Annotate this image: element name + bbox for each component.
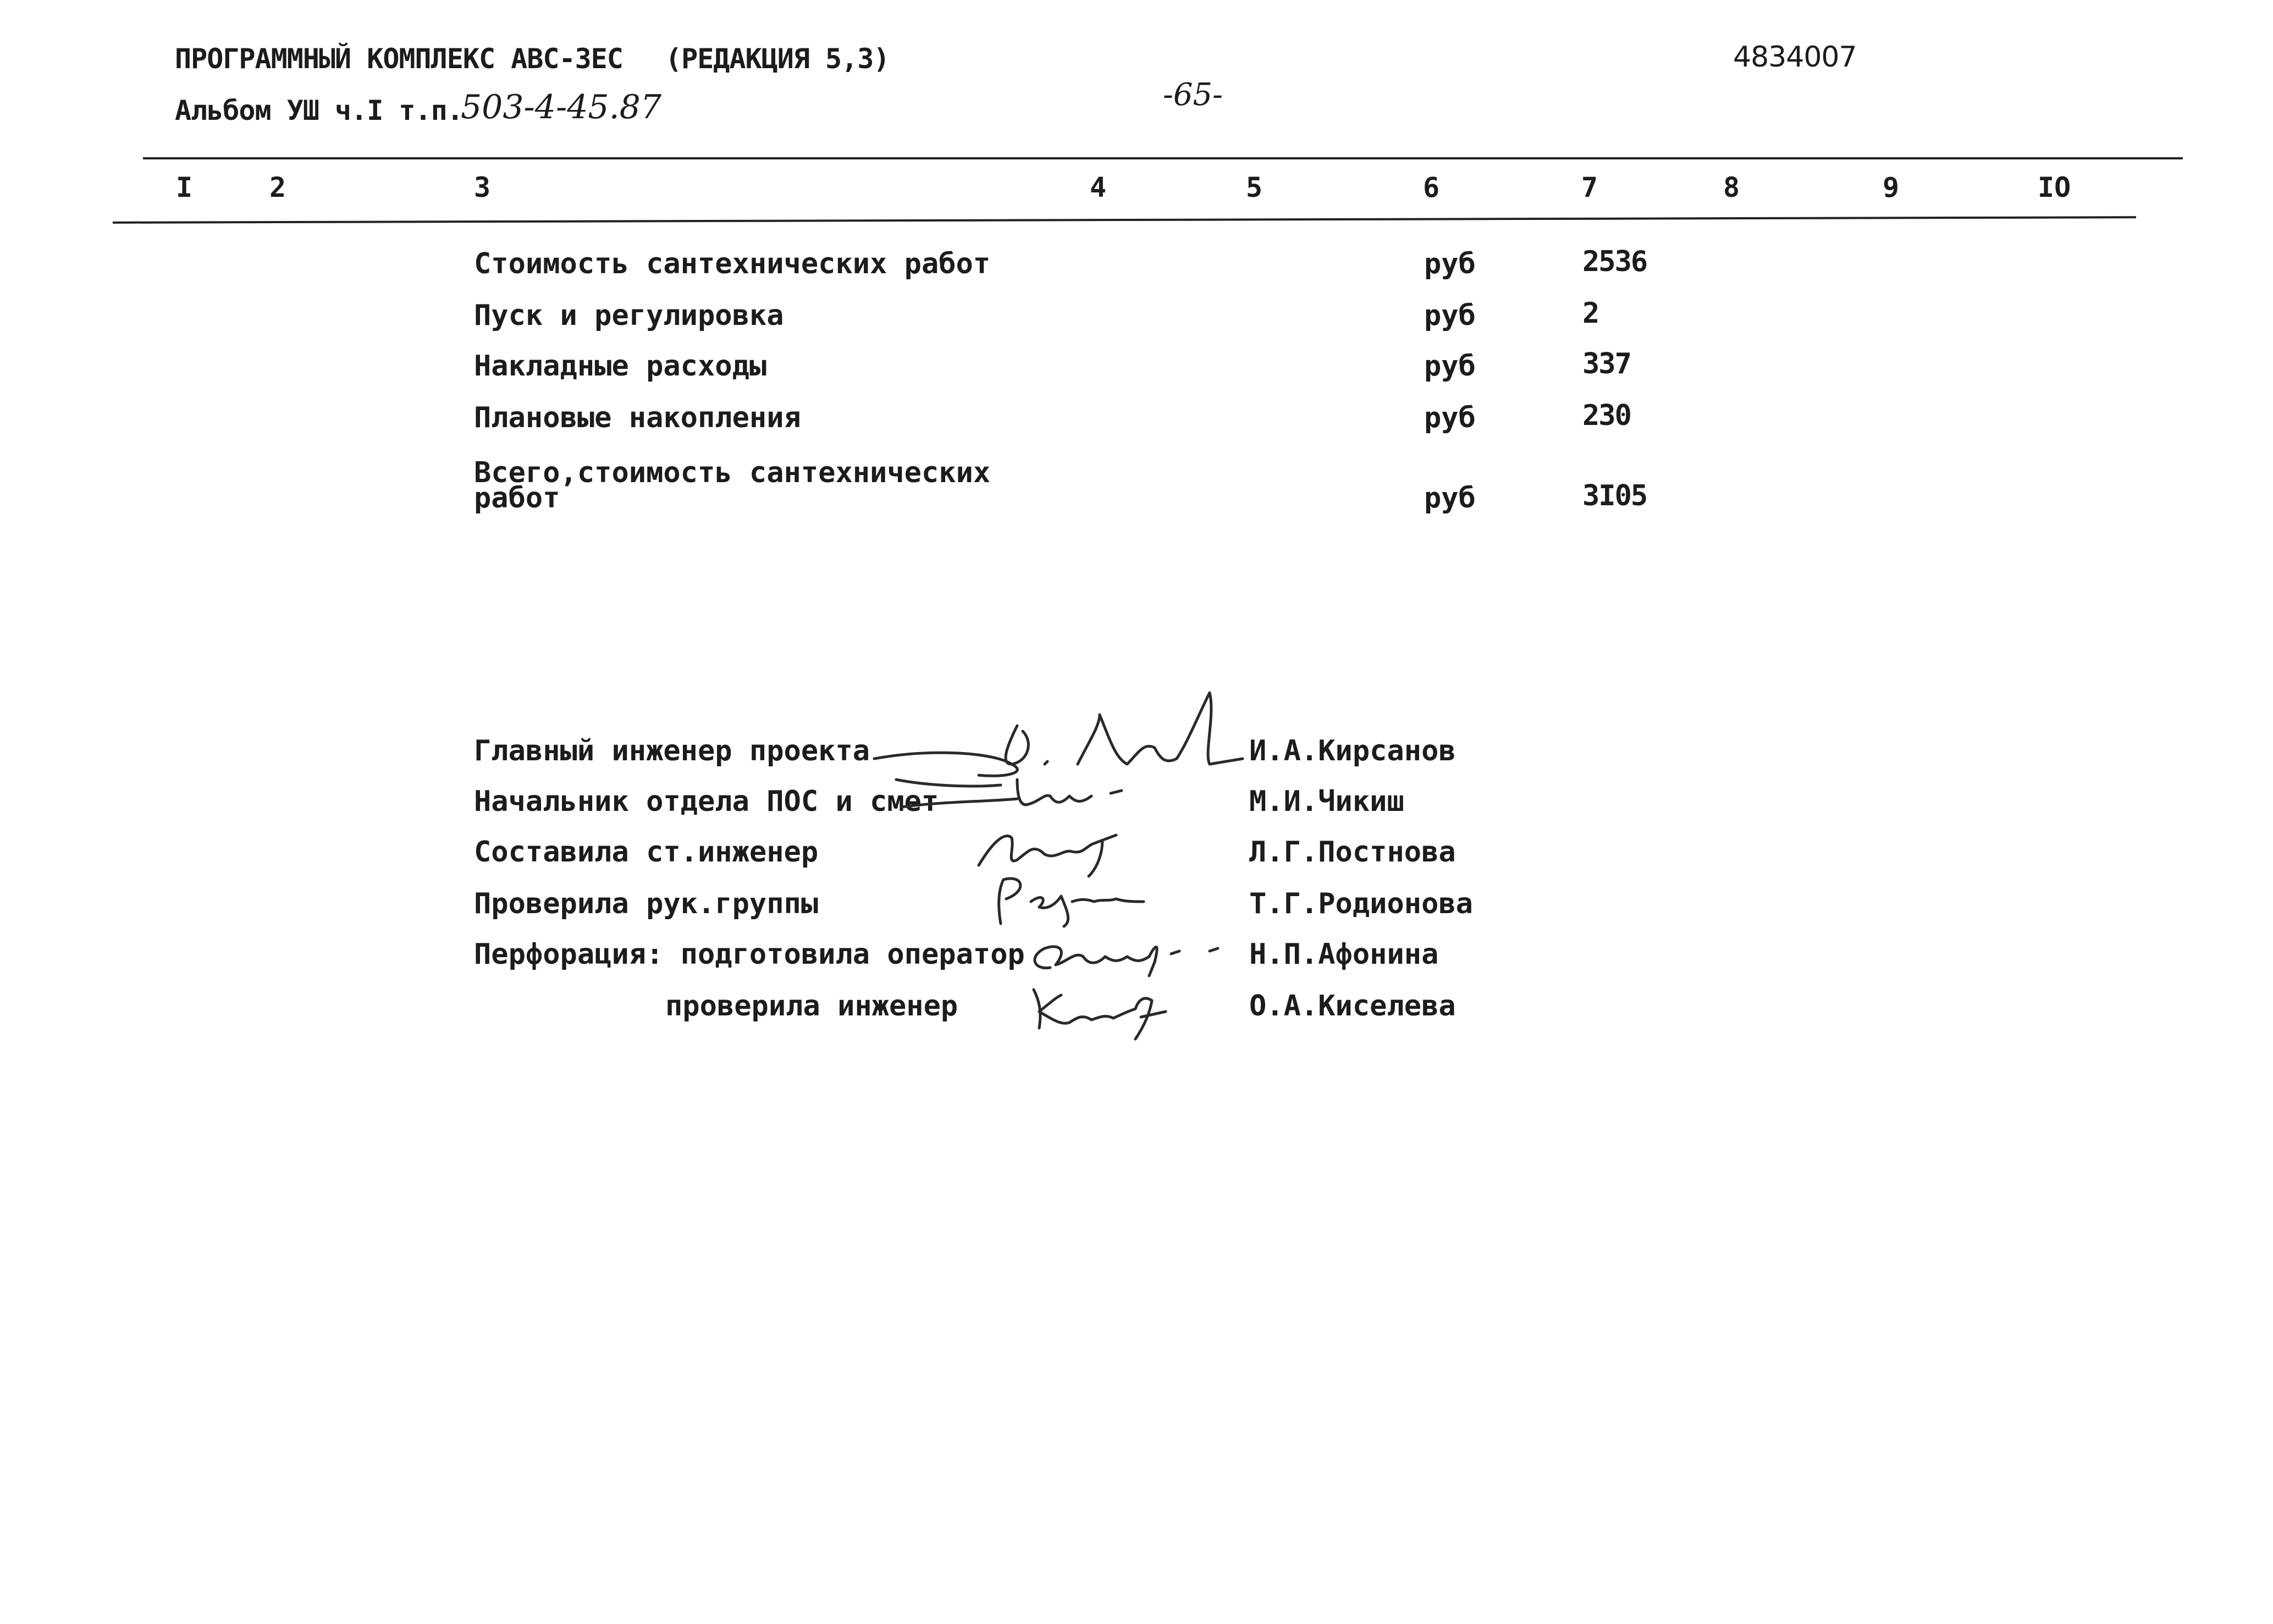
signatory-name: Н.П.Афонина (1249, 938, 1439, 971)
row-value: 2536 (1582, 245, 1647, 278)
column-number-9: 9 (1883, 172, 1900, 203)
signatory-role: Главный инженер проекта (474, 734, 870, 767)
signatory-name: Л.Г.Постнова (1249, 836, 1456, 869)
signature-scribble-chikish (891, 763, 1177, 824)
program-title: ПРОГРАММНЫЙ КОМПЛЕКС АВС-ЗЕС (175, 43, 623, 75)
column-number-6: 6 (1423, 172, 1440, 203)
page-number: -65- (1163, 77, 1223, 113)
signatory-name: О.А.Киселева (1249, 990, 1456, 1023)
signature-scribble-afonina (1023, 924, 1226, 984)
album-handwritten-number: 503-4-45.87 (461, 88, 662, 126)
column-number-8: 8 (1723, 172, 1740, 203)
row-unit: руб (1424, 401, 1476, 434)
column-number-10: IO (2038, 172, 2071, 203)
signature-scribble-kiseleva (1023, 979, 1188, 1045)
album-label: Альбом УШ ч.I т.п. (175, 95, 463, 126)
table-header-bottom-rule (113, 216, 2136, 224)
row-value: 337 (1582, 347, 1631, 380)
row-unit: руб (1424, 299, 1476, 332)
signatory-role: Начальник отдела ПОС и смет (474, 785, 939, 818)
row-value: 230 (1582, 399, 1631, 432)
signatory-role: Составила ст.инженер (474, 836, 819, 869)
row-description: Плановые накопления (474, 401, 801, 434)
row-description: Пуск и регулировка (474, 299, 784, 332)
row-unit: руб (1424, 350, 1476, 383)
row-description: Всего,стоимость сантехнических (474, 456, 991, 489)
column-number-2: 2 (269, 172, 286, 203)
row-unit: руб (1424, 482, 1476, 515)
column-number-7: 7 (1581, 172, 1598, 203)
edition-label: (РЕДАКЦИЯ 5,3) (665, 43, 890, 75)
column-number-5: 5 (1246, 172, 1263, 203)
row-value: 2 (1582, 297, 1599, 330)
column-number-3: 3 (474, 172, 491, 203)
signatory-role: Перфорация: подготовила оператор (474, 938, 1025, 971)
column-number-4: 4 (1090, 172, 1107, 203)
document-number: 4834007 (1733, 41, 1857, 74)
table-top-rule (143, 157, 2183, 159)
signatory-name: М.И.Чикиш (1249, 785, 1404, 818)
signatory-role: проверила инженер (665, 990, 958, 1023)
row-description: Стоимость сантехнических работ (474, 247, 991, 280)
signatory-name: Т.Г.Родионова (1249, 887, 1473, 920)
signatory-role: Проверила рук.группы (474, 887, 819, 920)
row-unit: руб (1424, 247, 1476, 280)
row-value: 3I05 (1582, 479, 1647, 512)
column-number-1: I (176, 172, 193, 203)
signatory-name: И.А.Кирсанов (1249, 734, 1456, 767)
row-description-continued: работ (474, 482, 560, 515)
row-description: Накладные расходы (474, 350, 767, 383)
